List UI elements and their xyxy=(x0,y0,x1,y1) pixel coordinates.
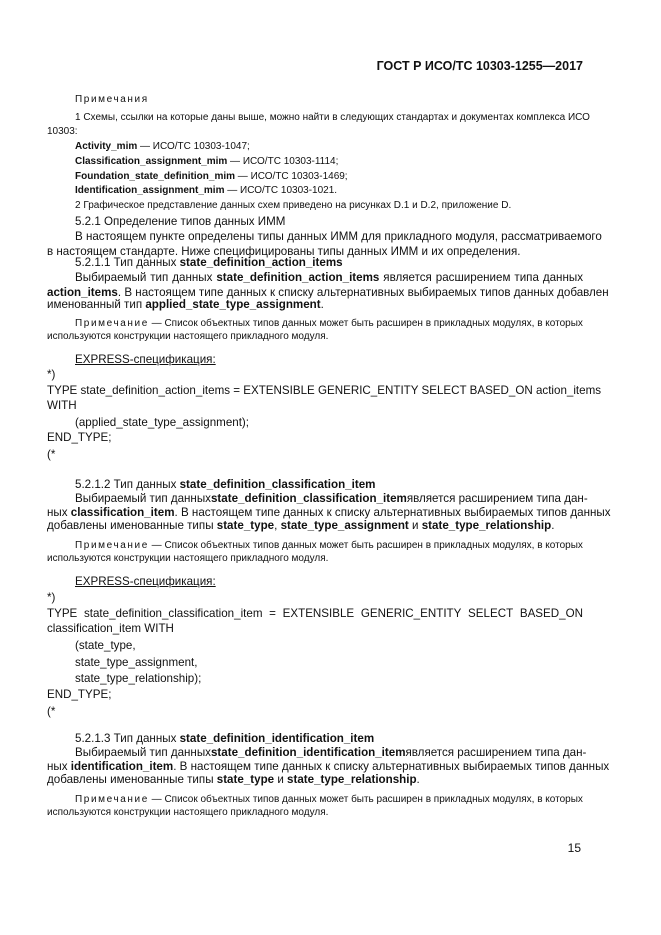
code-end: END_TYPE; xyxy=(47,688,112,701)
note-1-line-1: 1 Схемы, ссылки на которые даны выше, можно найти в следующих стандартах и документах комплекса ИСО xyxy=(75,112,590,123)
section-5211-note-line-1: Примечание — Список объектных типов данных может быть расширен в прикладных модулях, в которых xyxy=(75,318,583,329)
note-1-line-2: 10303: xyxy=(47,126,78,137)
code-line: (applied_state_type_assignment); xyxy=(75,416,250,429)
section-5211-line-2: action_items. В настоящем типе данных к списку альтернативных выбираемых типов данных добавлен xyxy=(47,286,609,299)
code-line: classification_item WITH xyxy=(47,622,174,635)
section-5213-line-3: добавлены именованные типы state_type и state_type_relationship. xyxy=(47,773,420,786)
section-521-text-line-2: в настоящем стандарте. Ниже специфицированы типы данных ИММ и их определения. xyxy=(47,245,521,258)
code-line: WITH xyxy=(47,399,77,412)
code-line: state_type_relationship); xyxy=(75,672,202,685)
code-line: TYPE state_definition_classification_item = EXTENSIBLE GENERIC_ENTITY SELECT BASED_ON xyxy=(47,607,583,620)
ref-item: Foundation_state_definition_mim — ИСО/ТС 10303-1469; xyxy=(75,171,348,182)
section-5212-heading: 5.2.1.2 Тип данных state_definition_classification_item xyxy=(75,478,376,491)
section-5213-note-line-2: используются конструкции настоящего прикладного модуля. xyxy=(47,807,329,818)
code-close: (* xyxy=(47,448,56,461)
express-spec-label: EXPRESS-спецификация: xyxy=(75,353,216,366)
section-5213-line-1: Выбираемый тип данных state_definition_identification_item является расширением типа дан- xyxy=(75,746,587,759)
section-5212-line-3: добавлены именованные типы state_type, state_type_assignment и state_type_relationship. xyxy=(47,519,555,532)
section-5212-note-line-2: используются конструкции настоящего прикладного модуля. xyxy=(47,553,329,564)
document-header: ГОСТ Р ИСО/ТС 10303-1255—2017 xyxy=(376,59,583,73)
section-5211-heading: 5.2.1.1 Тип данных state_definition_action_items xyxy=(75,256,343,269)
code-close: (* xyxy=(47,705,56,718)
section-5212-line-1: Выбираемый тип данных state_definition_classification_item является расширением типа дан- xyxy=(75,492,588,505)
section-5211-line-1: Выбираемый тип данных state_definition_action_items является расширением типа данных xyxy=(75,271,583,284)
express-spec-label: EXPRESS-спецификация: xyxy=(75,575,216,588)
section-521-heading: 5.2.1 Определение типов данных ИММ xyxy=(75,215,286,228)
ref-item: Identification_assignment_mim — ИСО/ТС 10303-1021. xyxy=(75,185,338,196)
section-5212-line-2: ных classification_item. В настоящем типе данных к списку альтернативных выбираемых типов данных xyxy=(47,506,611,519)
code-line: TYPE state_definition_action_items = EXTENSIBLE GENERIC_ENTITY SELECT BASED_ON action_items xyxy=(47,384,602,397)
code-line: (state_type, xyxy=(75,639,136,652)
section-5212-note-line-1: Примечание — Список объектных типов данных может быть расширен в прикладных модулях, в которых xyxy=(75,540,583,551)
section-5213-note-line-1: Примечание — Список объектных типов данных может быть расширен в прикладных модулях, в которых xyxy=(75,794,583,805)
code-line: state_type_assignment, xyxy=(75,656,198,669)
page-number: 15 xyxy=(567,841,581,855)
code-end: END_TYPE; xyxy=(47,431,112,444)
section-5211-note-line-2: используются конструкции настоящего прикладного модуля. xyxy=(47,331,329,342)
ref-item: Activity_mim — ИСО/ТС 10303-1047; xyxy=(75,141,250,152)
section-5211-line-3: именованный тип applied_state_type_assignment. xyxy=(47,298,324,311)
notes-heading: Примечания xyxy=(75,94,149,105)
section-5213-line-2: ных identification_item. В настоящем типе данных к списку альтернативных выбираемых типов данных xyxy=(47,760,610,773)
code-open: *) xyxy=(47,591,56,604)
section-521-text-line-1: В настоящем пункте определены типы данных ИММ для прикладного модуля, рассматриваемого xyxy=(75,230,602,243)
section-5213-heading: 5.2.1.3 Тип данных state_definition_identification_item xyxy=(75,732,375,745)
code-open: *) xyxy=(47,368,56,381)
note-2: 2 Графическое представление данных схем приведено на рисунках D.1 и D.2, приложение D. xyxy=(75,200,512,211)
ref-item: Classification_assignment_mim — ИСО/ТС 10303-1114; xyxy=(75,156,339,167)
